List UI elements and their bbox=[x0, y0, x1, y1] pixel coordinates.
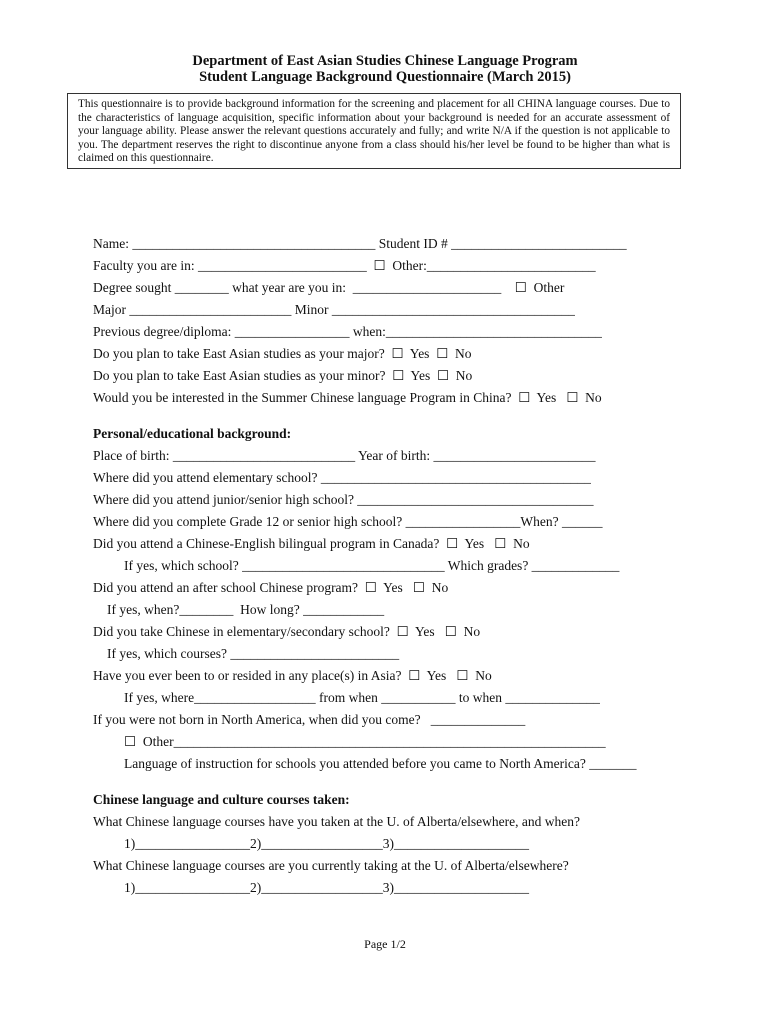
chinese-in-school-question[interactable]: Did you take Chinese in elementary/secondary school? ☐ Yes ☐ No bbox=[93, 624, 481, 639]
intro-text: This questionnaire is to provide background information for the screening and placement for all CHINA language courses. Due to the characteristics of language acquisition, specific information about your background is needed for an accurate assessment of your language ability. Please answer the relevant questions accurately and fully; and write N/A if the question is not applicable to you. The department reserves the right to discontinue anyone from a class should his/her level be found to be higher than what is claimed on this questionnaire. bbox=[78, 98, 670, 165]
summer-program-question[interactable]: Would you be interested in the Summer Chinese language Program in China? ☐ Yes ☐ No bbox=[93, 390, 602, 405]
major-minor-line[interactable]: Major ________________________ Minor ____________________________________ bbox=[93, 302, 575, 317]
asia-residence-question[interactable]: Have you ever been to or resided in any place(s) in Asia? ☐ Yes ☐ No bbox=[93, 668, 492, 683]
page-subtitle: Student Language Background Questionnaire (March 2015) bbox=[199, 69, 571, 85]
name-studentid-line[interactable]: Name: ____________________________________ Student ID # __________________________ bbox=[93, 236, 627, 251]
arrival-question[interactable]: If you were not born in North America, when did you come? ______________ bbox=[93, 712, 526, 727]
bilingual-program-question[interactable]: Did you attend a Chinese-English bilingual program in Canada? ☐ Yes ☐ No bbox=[93, 536, 530, 551]
courses-taken-question: What Chinese language courses have you taken at the U. of Alberta/elsewhere, and when? bbox=[93, 814, 580, 829]
asia-where-line[interactable]: If yes, where__________________ from when ___________ to when ______________ bbox=[124, 690, 600, 705]
after-school-question[interactable]: Did you attend an after school Chinese program? ☐ Yes ☐ No bbox=[93, 580, 449, 595]
birth-line[interactable]: Place of birth: ___________________________ Year of birth: ________________________ bbox=[93, 448, 596, 463]
faculty-line[interactable]: Faculty you are in: _________________________ ☐ Other:_________________________ bbox=[93, 258, 596, 273]
page-title: Department of East Asian Studies Chinese Language Program bbox=[192, 53, 578, 69]
bilingual-school-line[interactable]: If yes, which school? ______________________________ Which grades? _____________ bbox=[124, 558, 620, 573]
previous-degree-line[interactable]: Previous degree/diploma: _________________ when:________________________________ bbox=[93, 324, 602, 339]
after-school-when-line[interactable]: If yes, when?________ How long? ____________ bbox=[107, 602, 385, 617]
which-courses-line[interactable]: If yes, which courses? _________________________ bbox=[107, 646, 400, 661]
courses-current-blanks[interactable]: 1)_________________2)__________________3)____________________ bbox=[124, 880, 529, 895]
elementary-school-line[interactable]: Where did you attend elementary school? ________________________________________ bbox=[93, 470, 591, 485]
plan-major-question[interactable]: Do you plan to take East Asian studies as your major? ☐ Yes ☐ No bbox=[93, 346, 472, 361]
degree-line[interactable]: Degree sought ________ what year are you in: ______________________ ☐ Other bbox=[93, 280, 565, 295]
page-number: Page 1/2 bbox=[364, 937, 406, 951]
courses-taken-blanks[interactable]: 1)_________________2)__________________3)____________________ bbox=[124, 836, 529, 851]
language-of-instruction-line[interactable]: Language of instruction for schools you attended before you came to North America? _______ bbox=[124, 756, 637, 771]
section-heading-personal: Personal/educational background: bbox=[93, 426, 292, 441]
high-school-line[interactable]: Where did you attend junior/senior high school? ___________________________________ bbox=[93, 492, 594, 507]
grade12-line[interactable]: Where did you complete Grade 12 or senior high school? _________________When? ______ bbox=[93, 514, 603, 529]
other-line[interactable]: ☐ Other________________________________________________________________ bbox=[124, 734, 606, 749]
section-heading-courses: Chinese language and culture courses taken: bbox=[93, 792, 350, 807]
intro-notice-box bbox=[67, 93, 681, 169]
courses-current-question: What Chinese language courses are you currently taking at the U. of Alberta/elsewhere? bbox=[93, 858, 569, 873]
plan-minor-question[interactable]: Do you plan to take East Asian studies as your minor? ☐ Yes ☐ No bbox=[93, 368, 473, 383]
